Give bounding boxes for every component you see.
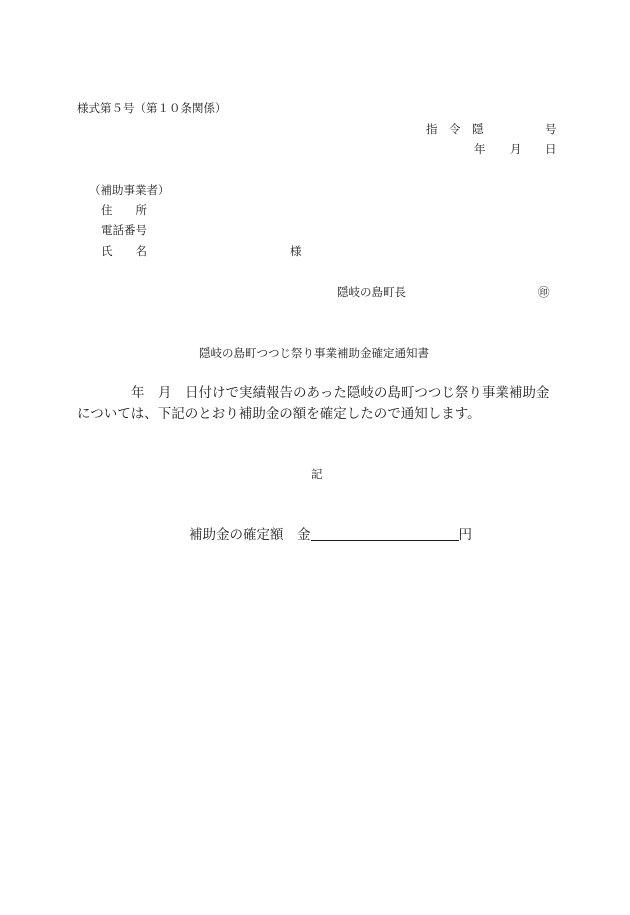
- seal-mark: ㊞: [538, 285, 550, 299]
- form-number: 様式第５号（第１０条関係）: [77, 101, 227, 115]
- reference-number-prefix: 指 令 隠: [426, 122, 484, 136]
- honorific: 様: [290, 244, 302, 258]
- amount-label: 補助金の確定額 金: [189, 527, 311, 543]
- date-day-label: 日: [545, 142, 557, 156]
- amount-unit: 円: [458, 527, 472, 543]
- issuer-title: 隠岐の島町長: [337, 285, 406, 299]
- reference-number-suffix: 号: [545, 122, 557, 136]
- body-line-1: 年 月 日付けで実績報告のあった隠岐の島町つつじ祭り事業補助金: [131, 385, 550, 401]
- body-line-2: については、下記のとおり補助金の額を確定したので通知します。: [77, 406, 481, 422]
- name-label: 氏 名: [101, 244, 147, 258]
- amount-line: [189, 526, 472, 544]
- address-label: 住 所: [101, 203, 147, 217]
- recipient-heading: （補助事業者）: [89, 183, 170, 197]
- document-title: 隠岐の島町つつじ祭り事業補助金確定通知書: [199, 346, 429, 360]
- ki-heading: 記: [311, 467, 323, 481]
- amount-blank: [311, 526, 459, 541]
- phone-label: 電話番号: [101, 223, 147, 237]
- date-month-label: 月: [510, 142, 522, 156]
- date-year-label: 年: [474, 142, 486, 156]
